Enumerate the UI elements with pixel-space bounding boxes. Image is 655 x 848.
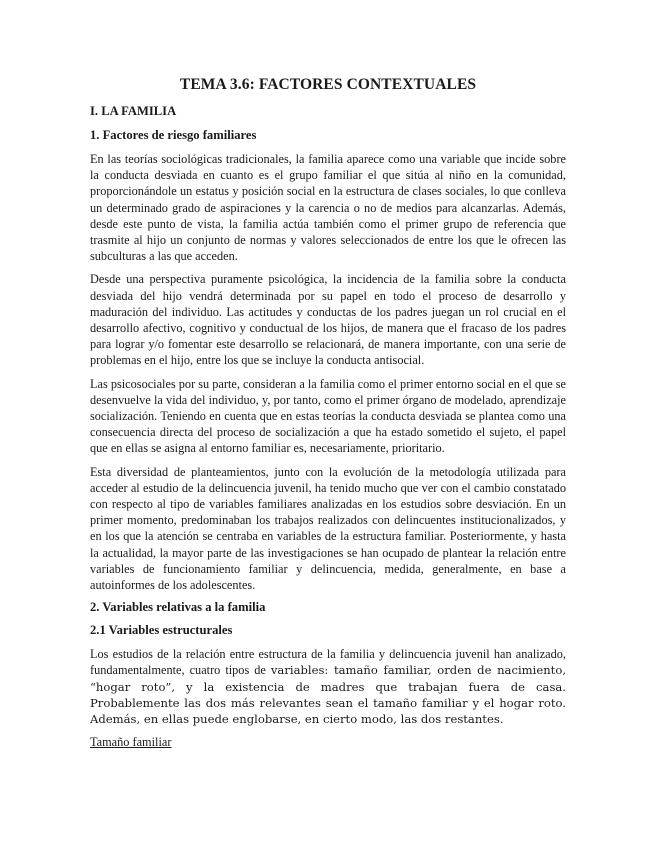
- subsection-heading-factores-riesgo: 1. Factores de riesgo familiares: [90, 128, 257, 142]
- paragraph-5-part-a: Los estudios de la relación entre estructura de la familia y delincuencia juvenil han analizado, fundamentalmente, cuatro tipos de: [90, 647, 566, 678]
- section-heading-familia: I. LA FAMILIA: [90, 104, 177, 118]
- paragraph-2: Desde una perspectiva puramente psicológica, la incidencia de la familia sobre la conducta desviada del hijo vendrá determinada por su papel en todo el proceso de desarrollo y maduración del individuo. Las actitudes y conductas de los padres juegan un rol crucial en el desarrollo afectivo, cognitivo y conductual de los hijos, de manera que el fracaso de los padres para lograr y/o fomentar este desarrollo se relacionará, de manera importante, con una serie de problemas en el hijo, entre los que se incluye la conducta antisocial.: [90, 272, 566, 368]
- paragraph-4: Esta diversidad de planteamientos, junto con la evolución de la metodología utilizada para acceder al estudio de la delincuencia juvenil, ha tenido mucho que ver con el cambio constatado con respecto al tipo de variables familiares analizadas en los estudios sobre desviación. En un primer momento, predominaban los trabajos realizados con delincuentes institucionalizados, y en los que la atención se centraba en variables de la estructura familiar. Posteriormente, y hasta la actualidad, la mayor parte de las investigaciones se han ocupado de plantear la relación entre variables de funcionamiento familiar y delincuencia, medida, generalmente, en base a autoinformes de los adolescentes.: [90, 464, 566, 593]
- document-title: TEMA 3.6: FACTORES CONTEXTUALES: [179, 76, 477, 93]
- paragraph-5-variables-list: variables: tamaño familiar, orden de nacimiento, “hogar roto”, y la existencia de madres que trabajan fuera de casa.: [90, 663, 567, 694]
- subsection-heading-variables-estructurales: 2.1 Variables estructurales: [90, 623, 233, 638]
- paragraph-1: En las teorías sociológicas tradicionales, la familia aparece como una variable que incide sobre la conducta desviada en cuanto es el grupo familiar el que sitúa al niño en la comunidad, proporcionándole un estatus y posición social en la estructura de clases sociales, lo que conlleva un determinado grado de aspiraciones y la carencia o no de medios para alcanzarlas. Además, desde este punto de vista, la familia actúa también como el primer grupo de referencia que trasmite al hijo un conjunto de normas y valores seleccionados de entre los que le ofrecen las subculturas a las que acceden.: [90, 152, 566, 264]
- subsection-heading-variables-familia: 2. Variables relativas a la familia: [90, 600, 266, 615]
- paragraph-3: Las psicosociales por su parte, consideran a la familia como el primer entorno social en el que se desenvuelve la vida del individuo, y, por tanto, como el primer órgano de modelado, aprendizaje socialización. Teniendo en cuenta que en estas teorías la conducta desviada se plantea como una consecuencia directa del proceso de socialización a que ha estado sometido el sujeto, el papel que en ellas se asigna al entorno familiar es, necesariamente, prioritario.: [90, 376, 566, 456]
- underlined-heading-tamano-familiar: Tamaño familiar: [90, 735, 172, 750]
- paragraph-5-part-c: Probablemente las dos más relevantes sean el tamaño familiar y el hogar roto. Además, en ellas puede englobarse, en cierto modo, las dos restantes.: [90, 695, 566, 727]
- paragraph-5: [90, 646, 566, 727]
